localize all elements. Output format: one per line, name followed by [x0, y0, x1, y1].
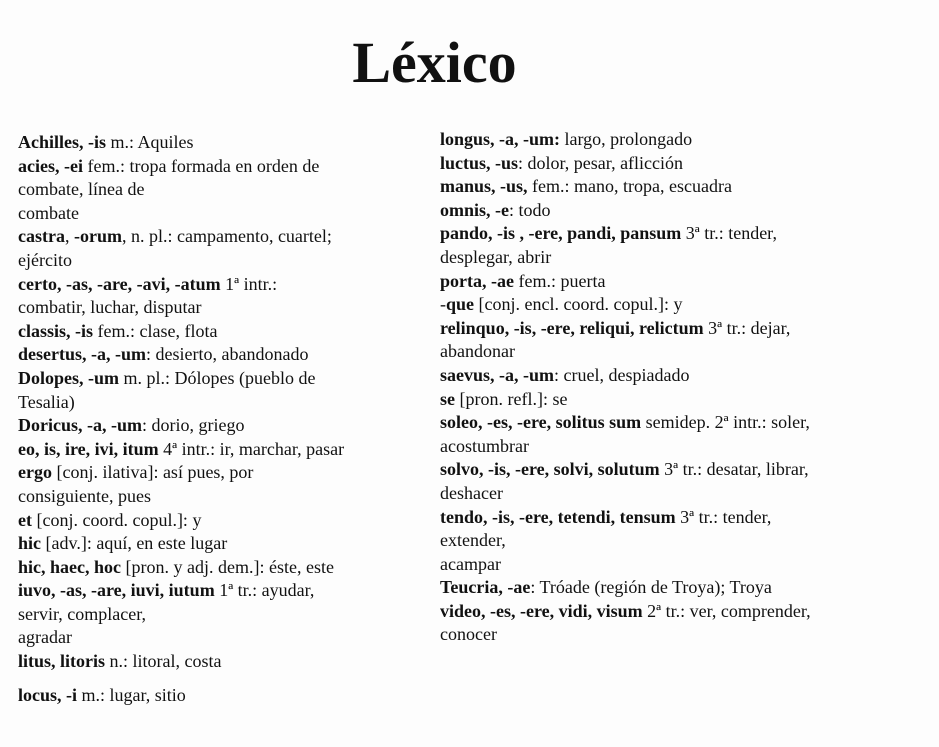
glossary-line: [440, 246, 935, 270]
entry-text: [conj. coord. copul.]: y: [31, 509, 202, 530]
entry-text: acostumbrar: [440, 435, 529, 456]
entry-text: : cruel, despiadado: [554, 364, 690, 385]
entry-headword: eo, is, ire, ivi, itum: [18, 438, 159, 459]
entry-text: [conj. ilativa]: así pues, por: [51, 462, 254, 483]
glossary-line: [440, 270, 935, 294]
glossary-line: [18, 579, 433, 603]
entry-headword: iuvo, -as, -are, iuvi, iutum: [18, 580, 215, 601]
entry-text: ejército: [18, 249, 72, 270]
entry-text: , n. pl.: campamento, cuartel;: [121, 226, 332, 247]
entry-text: [adv.]: aquí, en este lugar: [41, 533, 228, 554]
entry-text: abandonar: [440, 341, 515, 362]
glossary-line: [18, 438, 433, 462]
entry-headword: castra: [18, 226, 65, 247]
entry-text: : dolor, pesar, aflicción: [518, 152, 684, 173]
glossary-line: [18, 626, 433, 650]
entry-text: m.: lugar, sitio: [77, 684, 186, 705]
glossary-line: [440, 128, 935, 152]
glossary-line: [18, 461, 433, 485]
entry-text: 1ª intr.:: [220, 273, 278, 294]
entry-headword: Achilles, -is: [18, 132, 106, 152]
page-title: Léxico: [352, 30, 517, 95]
glossary-line: [440, 506, 935, 530]
entry-headword: manus, -us,: [440, 176, 528, 197]
glossary-line: [440, 576, 935, 600]
entry-text: : desierto, abandonado: [146, 344, 309, 365]
entry-text: [pron. y adj. dem.]: éste, este: [121, 556, 334, 577]
glossary-line: [440, 317, 935, 341]
glossary-line: [18, 556, 433, 580]
glossary-line: [440, 152, 935, 176]
entry-headword: desertus, -a, -um: [18, 344, 146, 365]
glossary-line: [18, 414, 433, 438]
glossary-line: [440, 529, 935, 553]
entry-headword: que: [446, 294, 475, 315]
entry-headword: longus, -a, -um:: [440, 129, 561, 149]
entry-headword: porta, -ae: [440, 270, 514, 291]
glossary-line: [18, 178, 433, 202]
entry-text: fem.: tropa formada en orden de: [82, 155, 320, 176]
entry-headword: ergo: [18, 462, 52, 483]
glossary-line: [440, 553, 935, 577]
glossary-line: [18, 131, 433, 155]
entry-text: fem.: mano, tropa, escuadra: [527, 176, 732, 197]
glossary-line: [440, 435, 935, 459]
glossary-line: [440, 482, 935, 506]
entry-text: m.: Aquiles: [106, 132, 194, 152]
entry-headword: Doricus, -a, -um: [18, 415, 142, 436]
entry-text: : dorio, griego: [142, 415, 245, 436]
entry-text: 3ª tr.: dejar,: [703, 317, 791, 338]
entry-text: : Tróade (región de Troya); Troya: [530, 577, 772, 598]
glossary-line: [18, 296, 433, 320]
glossary-line: [18, 509, 433, 533]
entry-text: combatir, luchar, disputar: [18, 297, 202, 318]
glossary-line: [18, 367, 433, 391]
entry-headword: video, -es, -ere, vidi, visum: [440, 600, 643, 621]
entry-text: [pron. refl.]: se: [455, 388, 568, 409]
entry-text: 3ª tr.: desatar, librar,: [659, 459, 809, 480]
entry-headword: luctus, -us: [440, 152, 519, 173]
glossary-line: [18, 202, 433, 226]
entry-headword: hic, haec, hoc: [18, 556, 121, 577]
entry-headword: -orum: [73, 226, 122, 247]
entry-headword: pando, -is , -ere, pandi, pansum: [440, 223, 682, 244]
glossary-line: [18, 155, 433, 179]
entry-headword: omnis, -e: [440, 199, 509, 220]
entry-text: : todo: [509, 199, 551, 220]
entry-text: 4ª intr.: ir, marchar, pasar: [158, 438, 345, 459]
entry-text: 3ª tr.: tender,: [675, 506, 772, 527]
glossary-column-right: [440, 128, 935, 647]
entry-text: 1ª tr.: ayudar,: [214, 580, 315, 601]
glossary-line: [440, 411, 935, 435]
entry-text: n.: litoral, costa: [105, 651, 222, 672]
entry-text: acampar: [440, 553, 501, 574]
glossary-line: [440, 364, 935, 388]
glossary-line: [440, 222, 935, 246]
entry-headword: Teucria, -ae: [440, 577, 531, 598]
entry-text: semidep. 2ª intr.: soler,: [641, 412, 810, 433]
glossary-line: [18, 225, 433, 249]
glossary-line: [18, 343, 433, 367]
glossary-line: [440, 175, 935, 199]
glossary-line: [18, 684, 433, 708]
entry-headword: litus, litoris: [18, 651, 106, 672]
glossary-line: [18, 650, 433, 674]
entry-headword: hic: [18, 533, 42, 554]
glossary-line: [440, 600, 935, 624]
entry-text: desplegar, abrir: [440, 246, 552, 267]
entry-text: extender,: [440, 530, 506, 551]
glossary-column-left: [18, 131, 433, 707]
entry-text: -: [440, 294, 446, 315]
entry-text: m. pl.: Dólopes (pueblo de: [119, 367, 316, 388]
glossary-line: [18, 273, 433, 297]
entry-text: deshacer: [440, 482, 503, 503]
glossary-line: [18, 320, 433, 344]
glossary-line: [440, 199, 935, 223]
glossary-line: [440, 388, 935, 412]
entry-text: Tesalia): [18, 391, 75, 412]
entry-headword: Dolopes, -um: [18, 367, 120, 388]
entry-text: combate: [18, 202, 79, 223]
entry-headword: se: [440, 388, 455, 409]
entry-text: fem.: puerta: [513, 270, 606, 291]
entry-headword: tendo, -is, -ere, tetendi, tensum: [440, 506, 676, 527]
glossary-line: [18, 603, 433, 627]
entry-text: consiguiente, pues: [18, 485, 151, 506]
entry-headword: locus, -i: [18, 684, 78, 705]
entry-text: 2ª tr.: ver, comprender,: [642, 600, 811, 621]
glossary-line: [440, 623, 935, 647]
glossary-line: [440, 458, 935, 482]
glossary-line: [18, 391, 433, 415]
glossary-line: [440, 340, 935, 364]
entry-text: [conj. encl. coord. copul.]: y: [474, 294, 683, 315]
glossary-line: [440, 293, 935, 317]
entry-text: conocer: [440, 624, 497, 645]
entry-text: 3ª tr.: tender,: [681, 223, 777, 244]
entry-text: largo, prolongado: [560, 129, 693, 149]
entry-headword: relinquo, -is, -ere, reliqui, relictum: [440, 317, 704, 338]
entry-text: agradar: [18, 627, 72, 648]
entry-headword: solvo, -is, -ere, solvi, solutum: [440, 459, 660, 480]
entry-headword: saevus, -a, -um: [440, 364, 555, 385]
entry-headword: acies, -ei: [18, 155, 83, 176]
glossary-line: [18, 249, 433, 273]
entry-headword: et: [18, 509, 32, 530]
entry-headword: certo, -as, -are, -avi, -atum: [18, 273, 221, 294]
entry-text: servir, complacer,: [18, 603, 146, 624]
entry-text: ,: [64, 226, 74, 247]
entry-text: fem.: clase, flota: [93, 320, 218, 341]
entry-headword: classis, -is: [18, 320, 94, 341]
entry-text: combate, línea de: [18, 179, 145, 200]
glossary-line: [18, 532, 433, 556]
entry-headword: soleo, -es, -ere, solitus sum: [440, 412, 642, 433]
glossary-line: [18, 485, 433, 509]
